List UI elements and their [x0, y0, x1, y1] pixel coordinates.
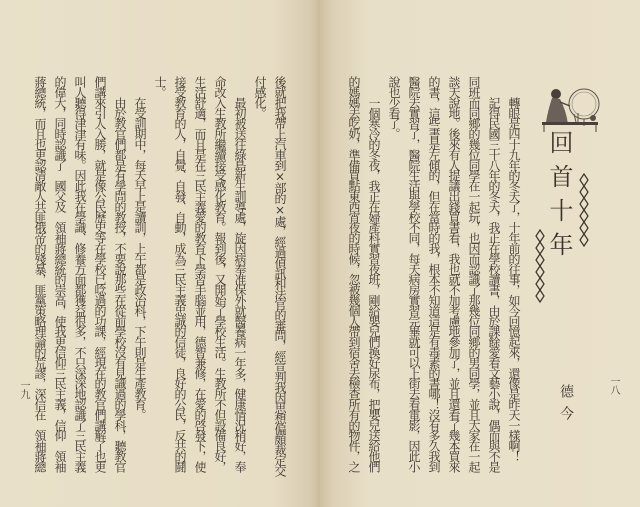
text-column: 付感化。 — [253, 76, 267, 118]
text-column: 一個寒冷的冬夜，我正在婦產科實習夜班，剛給嬰兒們換好尿布，把嬰兒送給他們 — [367, 76, 381, 472]
page-number: 一八 — [608, 376, 619, 394]
author-name: 德今 — [558, 384, 574, 428]
text-column: 們講來引人入勝，就是像公民歷史等在學校已唸過的功課，經現在的教官們講解了也更 — [93, 76, 107, 472]
text-column: 在受訓期中，每天早上是讀訓，上午都是政治科，下午則是生產教育。 — [133, 76, 147, 420]
text-column: 最初被送往綠島新生訓導處，旋因病奉准保外就醫養病一年多，健康情況稍好，奉 — [233, 76, 247, 472]
text-column: 記得民國三十八年的冬天，我正在學校讀書，由於課餘愛看文藝小說，偶而與不是 — [487, 76, 501, 472]
text-column: 由於教官們都是有學問的教授，不要說那些在從前學校沒有見識過的學科，聽教官 — [113, 76, 127, 472]
text-column: 生活舒適，而且是在三民主義愛的教育下學習手腦並用，德智兼修，在愛的啓發下，使 — [193, 76, 207, 472]
text-column: 轉眼是四十九年的冬天了，十年前的往事，如今回憶起來，還像是昨天一樣啊！ — [507, 76, 521, 461]
text-column: 談天說地。後來有人提議出錢買書看，我也就不加考慮地參加了，並且還看了幾本買來 — [447, 76, 461, 472]
text-column: 後就把我帶上汽車到×部的×處，經過偵訊和法官的審問，經宣判我因思想偏頗裁定交 — [273, 76, 287, 476]
text-column: 士。 — [153, 76, 167, 97]
article-title: 回首十年 — [545, 130, 573, 266]
woman-at-mirror-illustration — [538, 84, 602, 134]
text-column: 說也少看了。 — [387, 76, 401, 139]
text-column: 的媽媽去吃奶，準備買點東西宵夜的時候，忽被幾個人帶到宿舍去檢查所有的物件，之 — [347, 76, 361, 472]
right-page — [320, 0, 640, 507]
text-column: 的偉大，同時認識了 國父及 領袖蔣總統的崇高，使我更信仰三民主義，信仰 領袖 — [53, 76, 67, 472]
page-number: 一九 — [18, 380, 29, 398]
text-column: 接受教育的人，自覺、自發、自動，成為三民主義忠誠的信徒，良好的公民，反共的鬪 — [173, 76, 187, 472]
diamond-ornament-icon — [578, 172, 590, 248]
text-column: 叫人聽得津津有味。因此我在學識、修養方面都獲益很多，不只深深地認識了三民主義 — [73, 76, 87, 472]
text-column: 命改入生教所繼續接受感化教育。報到後，又開始了學校生活。生教所不但設備良好， — [213, 76, 227, 472]
text-column: 醫院去實習了，醫院生活與學校不同，每天病房實習完畢就可以上街去看電影，因此小 — [407, 76, 421, 472]
text-column: 的書，這些書是左傾的，但在當時的我，根本不知道這是有毒素的書哪！沒有多久我到 — [427, 76, 441, 472]
text-column: 同班而同鄉的幾位同學在一起玩，也因而認識了那幾位同鄉的男同學，並且大家在一起 — [467, 76, 481, 472]
text-column: 蔣總統，而且也更認清敵人共匪俄帝的殘暴，匪黨策略理論的荒謬，深信在 領袖蔣總 — [33, 76, 47, 472]
